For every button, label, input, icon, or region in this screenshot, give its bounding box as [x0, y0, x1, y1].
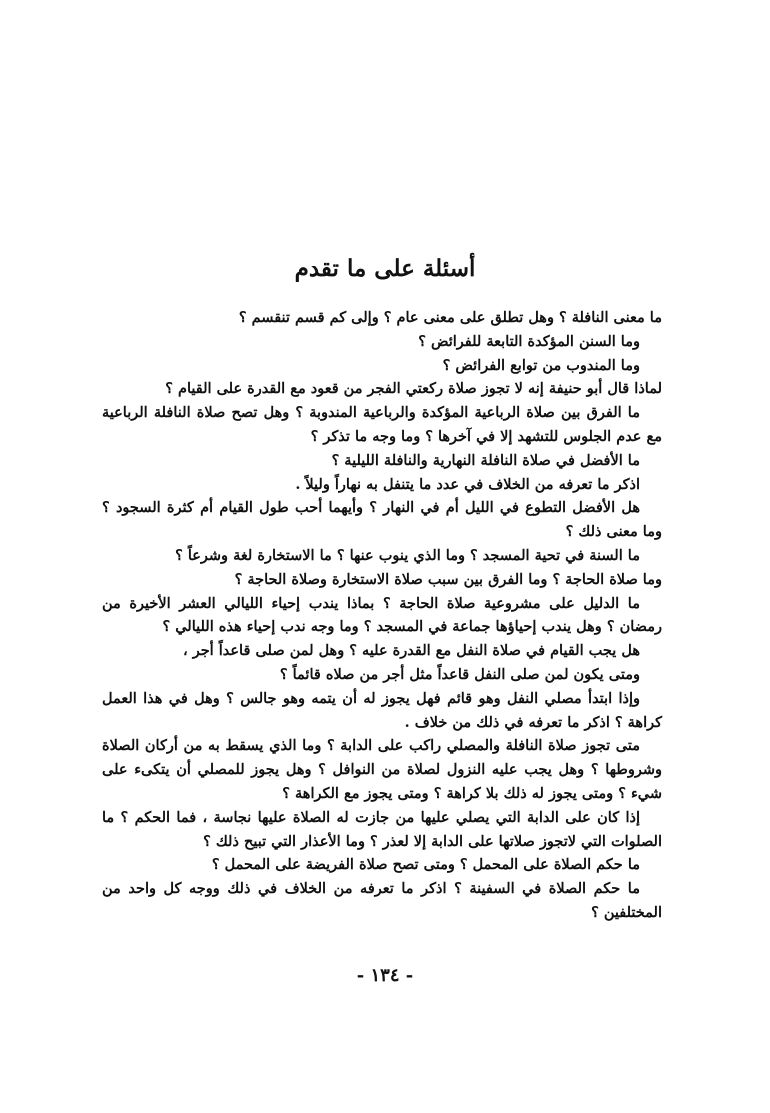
question-paragraph: ما الفرق بين صلاة الرباعية المؤكدة والرباعية المندوبة ؟ وهل تصح صلاة النافلة الرباعية مع عدم الجلوس للتشهد إلا في آخرها ؟ وما وجه ما تذكر ؟	[102, 404, 662, 445]
question-paragraph: ما حكم الصلاة في السفينة ؟ اذكر ما تعرفه من الخلاف في ذلك ووجه كل واحد من المختلفين ؟	[102, 880, 662, 921]
page-number: - ١٣٤ -	[356, 965, 414, 986]
question-paragraph: وما المندوب من توابع الفرائض ؟	[442, 356, 640, 374]
questions-body	[102, 306, 662, 925]
question-paragraph: متى تجوز صلاة النافلة والمصلي راكب على الدابة ؟ وما الذي يسقط به من أركان الصلاة وشروطها ؟ وهل يجب عليه النزول لصلاة من النوافل ؟ وهل يجوز للمصلي أن يتكىء على شيء ؟ ومتى يجوز له ذلك بلا كراهة ؟ ومتى يجوز مع الكراهة ؟	[102, 737, 662, 802]
question-paragraph: ما الأفضل في صلاة النافلة النهارية والنافلة الليلية ؟	[331, 451, 640, 469]
question-paragraph: ما حكم الصلاة على المحمل ؟ ومتى تصح صلاة الفريضة على المحمل ؟	[211, 856, 640, 874]
page-title: أسئلة على ما تقدم	[294, 255, 476, 282]
question-paragraph: ما معنى النافلة ؟ وهل تطلق على معنى عام ؟ وإلى كم قسم تنقسم ؟	[238, 309, 662, 326]
question-paragraph: ومتى يكون لمن صلى النفل قاعداً مثل أجر من صلاه قائماً ؟	[279, 665, 640, 683]
question-paragraph: هل يجب القيام في صلاة النفل مع القدرة عليه ؟ وهل لمن صلى قاعداً أجر ،	[182, 642, 640, 660]
question-paragraph: لماذا قال أبو حنيفة إنه لا تجوز صلاة ركعتي الفجر من قعود مع القدرة على القيام ؟	[165, 380, 662, 398]
question-paragraph: وما السنن المؤكدة التابعة للفرائض ؟	[418, 332, 640, 350]
question-paragraph: وإذا ابتدأ مصلي النفل وهو قائم فهل يجوز له أن يتمه وهو جالس ؟ وهل في هذا العمل كراهة ؟ اذكر ما تعرفه في ذلك من خلاف .	[102, 689, 662, 731]
question-paragraph: وما صلاة الحاجة ؟ وما الفرق بين سبب صلاة الاستخارة وصلاة الحاجة ؟	[234, 570, 662, 588]
question-paragraph: اذكر ما تعرفه من الخلاف في عدد ما يتنفل به نهاراً وليلاً .	[295, 475, 640, 493]
question-paragraph: هل الأفضل التطوع في الليل أم في النهار ؟ وأيهما أحب طول القيام أم كثرة السجود ؟ وما معنى ذلك ؟	[102, 499, 662, 541]
question-paragraph: إذا كان على الدابة التي يصلي عليها من جازت له الصلاة عليها نجاسة ، فما الحكم ؟ ما الصلوات التي لاتجوز صلاتها على الدابة إلا لعذر ؟ وما الأعذار التي تبيح ذلك ؟	[102, 808, 662, 850]
question-paragraph: ما الدليل على مشروعية صلاة الحاجة ؟ بماذا يندب إحياء الليالي العشر الأخيرة من رمضان ؟ وهل يندب إحياؤها جماعة في المسجد ؟ وما وجه ندب إحياء هذه الليالي ؟	[102, 594, 662, 636]
question-paragraph: ما السنة في تحية المسجد ؟ وما الذي ينوب عنها ؟ ما الاستخارة لغة وشرعاً ؟	[175, 546, 640, 564]
